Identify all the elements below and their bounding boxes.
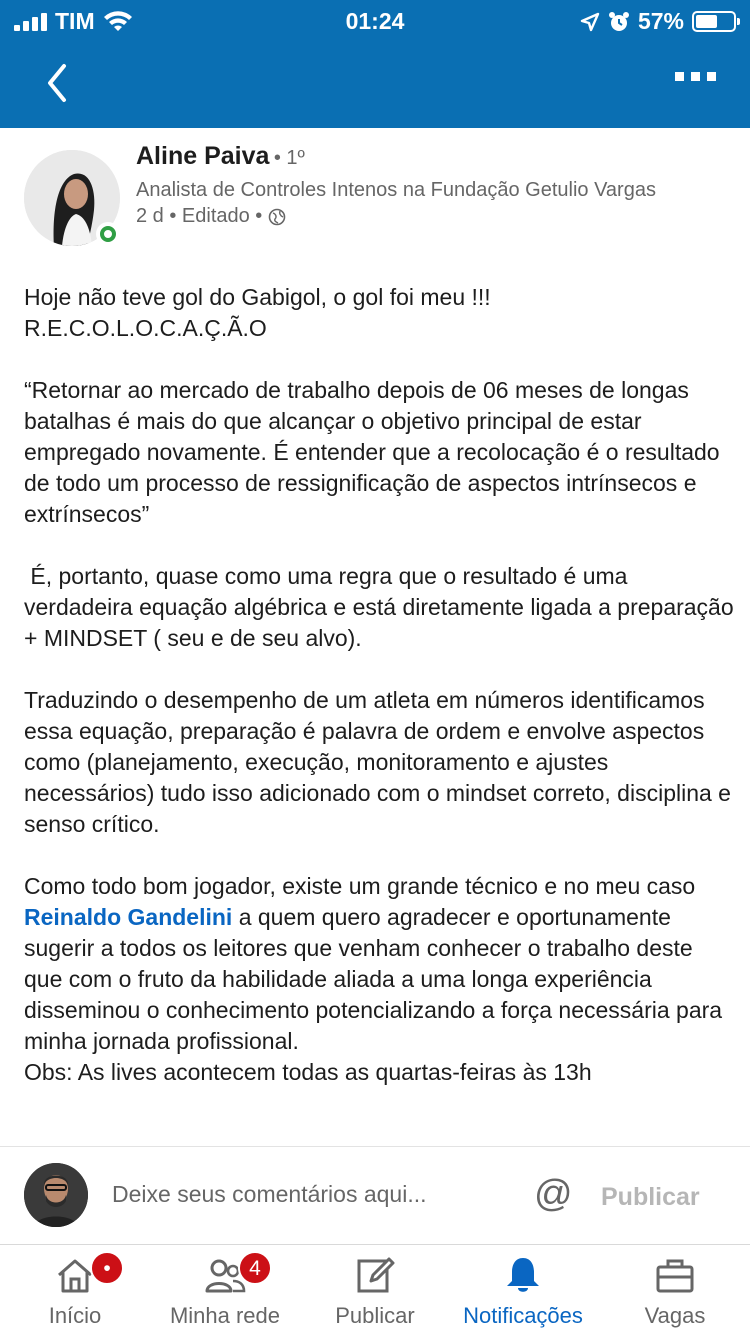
post-meta (136, 205, 736, 228)
post-paragraph-mention (24, 871, 736, 1057)
briefcase-icon (653, 1255, 697, 1295)
battery-percent: 57% (637, 8, 684, 34)
clock: 01:24 (345, 8, 405, 34)
tab-label: Início (48, 1303, 102, 1328)
post-meta-text: 2 d • Editado • (136, 205, 263, 227)
tab-publicar[interactable] (300, 1245, 450, 1334)
compose-icon (353, 1255, 397, 1295)
tab-minha-rede[interactable] (150, 1245, 300, 1334)
post-line: R.E.C.O.L.O.C.A.Ç.Ã.O (24, 315, 267, 341)
connections-count-badge: 4 (238, 1251, 272, 1285)
post-paragraph: É, portanto, quase como uma regra que o resultado é uma verdadeira equação algébrica e está diretamente ligada a preparação + MINDSET ( seu e de seu alvo). (24, 563, 741, 651)
battery-icon (692, 11, 736, 32)
post-line: Hoje não teve gol do Gabigol, o gol foi meu !!! (24, 284, 491, 310)
mention-link[interactable]: Reinaldo Gandelini (24, 904, 233, 930)
tab-vagas[interactable] (600, 1245, 750, 1334)
author-name[interactable]: Aline Paiva (136, 142, 270, 170)
chevron-left-icon[interactable] (38, 58, 78, 108)
notification-dot-badge: • (90, 1251, 124, 1285)
online-status-indicator (96, 222, 120, 246)
tab-label: Notificações (463, 1303, 583, 1328)
globe-icon (268, 208, 286, 226)
comment-input[interactable]: Deixe seus comentários aqui... (112, 1181, 427, 1207)
bell-icon (501, 1255, 545, 1295)
author-block (136, 142, 736, 228)
author-headline: Analista de Controles Intenos na Fundação Getulio Vargas (136, 179, 656, 201)
post-paragraph: Obs: As lives acontecem todas as quartas-feiras às 13h (24, 1059, 592, 1085)
post-text: Como todo bom jogador, existe um grande técnico e no meu caso (24, 873, 696, 899)
post-body (24, 282, 741, 1088)
status-bar (0, 0, 750, 44)
user-avatar[interactable] (24, 1163, 88, 1227)
post-paragraph: Traduzindo o desempenho de um atleta em números identificamos essa equação, preparação é palavra de ordem e envolve aspectos como (planejamento, execução, monitoramento e ajustes necessários) tudo isso adicionado com o mindset correto, disciplina e senso crítico. (24, 687, 731, 837)
tab-inicio[interactable] (0, 1245, 150, 1334)
top-header (0, 0, 750, 128)
more-horizontal-icon[interactable] (675, 72, 716, 81)
post-text: a quem quero agradecer e oportunamente sugerir a todos os leitores que venham conhecer o trabalho deste que com o fruto da habilidade aliada a uma longa experiência disseminou o conhecimento potencializando a força necessária para minha jornada profissional. (24, 904, 723, 1054)
connection-degree: • 1º (273, 147, 305, 169)
status-right (580, 8, 736, 35)
alarm-icon (608, 11, 630, 33)
post-paragraph: “Retornar ao mercado de trabalho depois de 06 meses de longas batalhas é mais do que alcançar o objetivo principal de estar empregado novamente. É entender que a recolocação é o resultado de todo um processo de ressignificação de aspectos intrínsecos e extrínsecos” (24, 377, 720, 527)
tab-notificacoes[interactable] (448, 1245, 598, 1334)
carrier-name: TIM (55, 8, 95, 34)
bottom-tab-bar (0, 1244, 750, 1334)
location-arrow-icon (580, 12, 600, 32)
mention-at-icon[interactable]: @ (534, 1173, 573, 1215)
publish-comment-button[interactable]: Publicar (601, 1183, 700, 1211)
tab-label: Publicar (335, 1303, 415, 1328)
tab-label: Minha rede (169, 1303, 281, 1328)
tab-label: Vagas (644, 1303, 706, 1328)
comment-bar (0, 1146, 750, 1244)
